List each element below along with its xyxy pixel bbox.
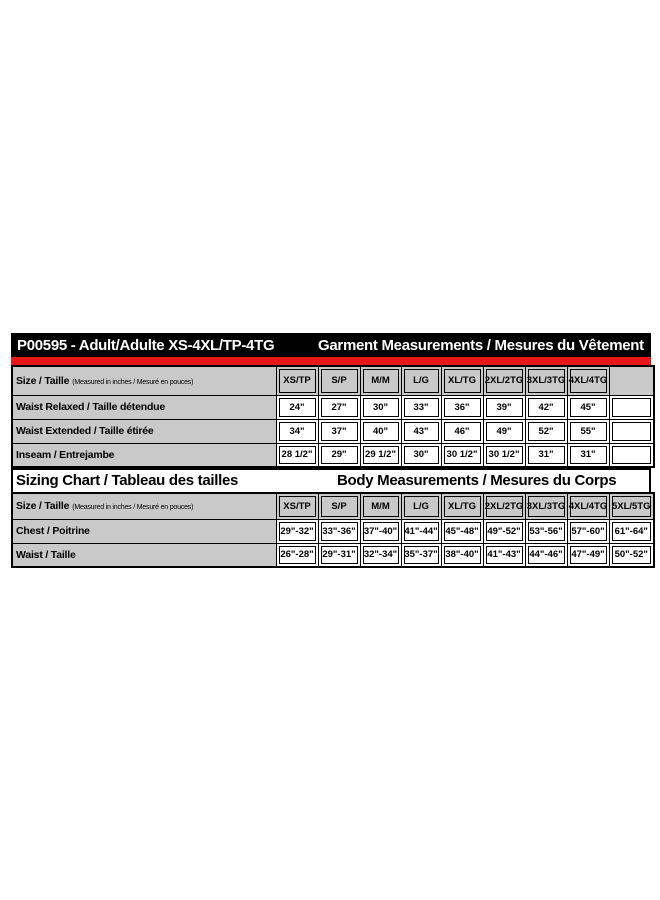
measurement-value: 57"-60" [567,519,609,543]
measurement-value: 47"-49" [567,543,609,567]
measurement-value: 29 1/2" [360,443,401,467]
product-title: P00595 - Adult/Adulte XS-4XL/TP-4TG [17,337,275,354]
size-header-cell: 2XL/2TG [483,366,525,395]
size-header-cell: 4XL/4TG [567,366,609,395]
measurement-row [12,519,654,543]
measurement-value: 43" [401,419,441,443]
size-header-cell: 3XL/3TG [525,366,567,395]
measurement-value: 37" [318,419,360,443]
measurement-value: 26"-28" [276,543,318,567]
measurement-value: 34" [276,419,318,443]
measurement-value: 30" [401,443,441,467]
measurement-value: 31" [525,443,567,467]
measurement-value: 45"-48" [441,519,483,543]
size-header-cell [609,366,654,395]
measurement-label: Waist Extended / Taille étirée [12,419,276,443]
measurement-value: 36" [441,395,483,419]
measurement-label: Waist / Taille [12,543,276,567]
measurement-value: 30 1/2" [441,443,483,467]
size-header-cell: S/P [318,493,360,519]
garment-header-bar [11,333,651,357]
measurement-value: 37"-40" [360,519,401,543]
size-header-cell: 2XL/2TG [483,493,525,519]
measurement-value: 24" [276,395,318,419]
garment-measurements-table [11,365,655,468]
measurement-value: 42" [525,395,567,419]
measurement-value [609,443,654,467]
size-header-row [12,366,654,395]
size-header-cell: XS/TP [276,493,318,519]
measurement-unit-note: (Measured in inches / Mesuré en pouces) [72,504,194,512]
measurement-value: 41"-44" [401,519,441,543]
measurement-value: 40" [360,419,401,443]
measurement-unit-note: (Measured in inches / Mesuré en pouces) [72,378,194,386]
size-header-cell: M/M [360,493,401,519]
size-header-cell: 4XL/4TG [567,493,609,519]
red-accent-stripe [11,357,651,365]
measurement-row [12,395,654,419]
measurement-value: 49" [483,419,525,443]
measurement-value: 29"-32" [276,519,318,543]
measurement-value: 35"-37" [401,543,441,567]
measurement-value: 27" [318,395,360,419]
measurement-value: 50"-52" [609,543,654,567]
measurement-value: 55" [567,419,609,443]
body-header-bar [11,468,651,492]
measurement-value: 30" [360,395,401,419]
size-header-cell: XL/TG [441,366,483,395]
size-header-cell: L/G [401,493,441,519]
body-measurements-table [11,492,655,568]
size-header-cell: XS/TP [276,366,318,395]
size-label: Size / Taille [16,374,70,387]
measurement-label: Chest / Poitrine [12,519,276,543]
measurement-value: 61"-64" [609,519,654,543]
measurement-value: 46" [441,419,483,443]
size-header-cell: S/P [318,366,360,395]
sizing-chart [11,333,651,566]
size-label: Size / Taille [16,500,70,513]
measurement-value: 31" [567,443,609,467]
size-label-cell [12,366,276,395]
measurement-value: 28 1/2" [276,443,318,467]
measurement-label: Waist Relaxed / Taille détendue [12,395,276,419]
measurement-label: Inseam / Entrejambe [12,443,276,467]
size-header-cell: L/G [401,366,441,395]
size-label-cell [12,493,276,519]
measurement-row [12,443,654,467]
measurement-value: 49"-52" [483,519,525,543]
size-header-cell: XL/TG [441,493,483,519]
size-header-cell: 3XL/3TG [525,493,567,519]
size-header-cell: M/M [360,366,401,395]
measurement-value: 45" [567,395,609,419]
size-header-row [12,493,654,519]
measurement-value: 39" [483,395,525,419]
measurement-value: 33" [401,395,441,419]
measurement-row [12,419,654,443]
garment-section-title: Garment Measurements / Mesures du Vêtement [318,337,644,354]
measurement-value: 38"-40" [441,543,483,567]
measurement-value: 52" [525,419,567,443]
measurement-value [609,395,654,419]
chart-title: Sizing Chart / Tableau des tailles [16,472,239,489]
measurement-value: 33"-36" [318,519,360,543]
measurement-value [609,419,654,443]
measurement-value: 53"-56" [525,519,567,543]
measurement-value: 29"-31" [318,543,360,567]
body-section-title: Body Measurements / Mesures du Corps [337,472,617,489]
measurement-row [12,543,654,567]
measurement-value: 41"-43" [483,543,525,567]
measurement-value: 44"-46" [525,543,567,567]
measurement-value: 30 1/2" [483,443,525,467]
size-header-cell: 5XL/5TG [609,493,654,519]
measurement-value: 32"-34" [360,543,401,567]
measurement-value: 29" [318,443,360,467]
